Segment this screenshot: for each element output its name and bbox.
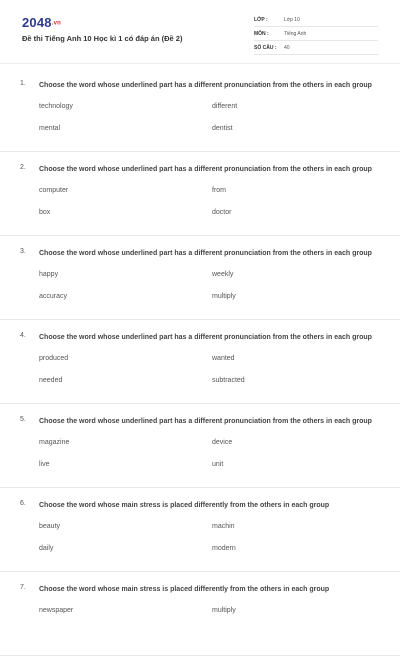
meta-key: LỚP : [254,17,268,23]
header-divider [0,63,400,64]
question-list [0,68,400,656]
question-text: Choose the word whose main stress is placed differently from the others in each group [39,586,330,593]
question-text: Choose the word whose underlined part has a different pronunciation from the others in each group [39,166,372,173]
option-d[interactable]: doctor [212,209,232,216]
answer-options [20,101,380,145]
meta-key: SỐ CÂU : [254,45,277,51]
option-d[interactable]: modern [212,545,236,552]
meta-value: Lớp 10 [284,17,300,23]
option-c[interactable]: box [39,209,51,216]
question-3 [0,236,400,320]
exam-meta [254,14,378,56]
question-text: Choose the word whose underlined part has a different pronunciation from the others in each group [39,82,372,89]
question-number: 6. [20,500,26,507]
question-number: 1. [20,80,26,87]
option-a[interactable]: computer [39,187,69,194]
option-b[interactable]: machin [212,523,235,530]
question-1 [0,68,400,152]
page-header [0,0,400,64]
question-2 [0,152,400,236]
option-b[interactable]: multiply [212,607,236,614]
logo-text: 2048 [22,15,52,30]
question-number: 5. [20,416,26,423]
question-header [20,80,380,92]
question-header [20,332,380,344]
option-c[interactable]: daily [39,545,54,552]
question-6 [0,488,400,572]
option-d[interactable]: unit [212,461,224,468]
option-a[interactable]: happy [39,271,59,278]
option-c[interactable]: needed [39,377,63,384]
question-7 [0,572,400,656]
meta-key: MÔN : [254,31,269,37]
question-header [20,164,380,176]
answer-options [20,269,380,313]
question-text: Choose the word whose underlined part has a different pronunciation from the others in each group [39,418,372,425]
site-logo[interactable] [22,15,61,30]
question-4 [0,320,400,404]
option-d[interactable]: subtracted [212,377,245,384]
question-text: Choose the word whose underlined part has a different pronunciation from the others in each group [39,250,372,257]
option-c[interactable]: accuracy [39,293,68,300]
question-text: Choose the word whose main stress is placed differently from the others in each group [39,502,330,509]
answer-options [20,605,380,649]
question-header [20,248,380,260]
answer-options [20,353,380,397]
option-a[interactable]: technology [39,103,73,110]
question-header [20,416,380,428]
question-number: 3. [20,248,26,255]
option-b[interactable]: different [212,103,238,110]
meta-value: 40 [284,45,290,51]
option-c[interactable]: live [39,461,50,468]
meta-value: Tiếng Anh [284,31,307,37]
question-text: Choose the word whose underlined part has a different pronunciation from the others in each group [39,334,372,341]
option-b[interactable]: wanted [212,355,235,362]
option-d[interactable]: multiply [212,293,236,300]
option-d[interactable]: dentist [212,125,233,132]
question-number: 7. [20,584,26,591]
option-b[interactable]: device [212,439,233,446]
question-5 [0,404,400,488]
logo-suffix: .vn [51,20,62,27]
option-a[interactable]: magazine [39,439,70,446]
document-title: Đề thi Tiếng Anh 10 Học kì 1 có đáp án (Đề 2) [22,34,183,43]
answer-options [20,521,380,565]
option-b[interactable]: from [212,187,226,194]
meta-row-question-count [254,42,378,55]
option-b[interactable]: weekly [212,271,234,278]
question-header [20,584,380,596]
answer-options [20,185,380,229]
option-a[interactable]: beauty [39,523,61,530]
question-header [20,500,380,512]
answer-options [20,437,380,481]
option-a[interactable]: newspaper [39,607,74,614]
option-c[interactable]: mental [39,125,61,132]
question-number: 2. [20,164,26,171]
question-number: 4. [20,332,26,339]
meta-row-subject [254,28,378,41]
meta-row-class [254,14,378,27]
option-a[interactable]: produced [39,355,69,362]
